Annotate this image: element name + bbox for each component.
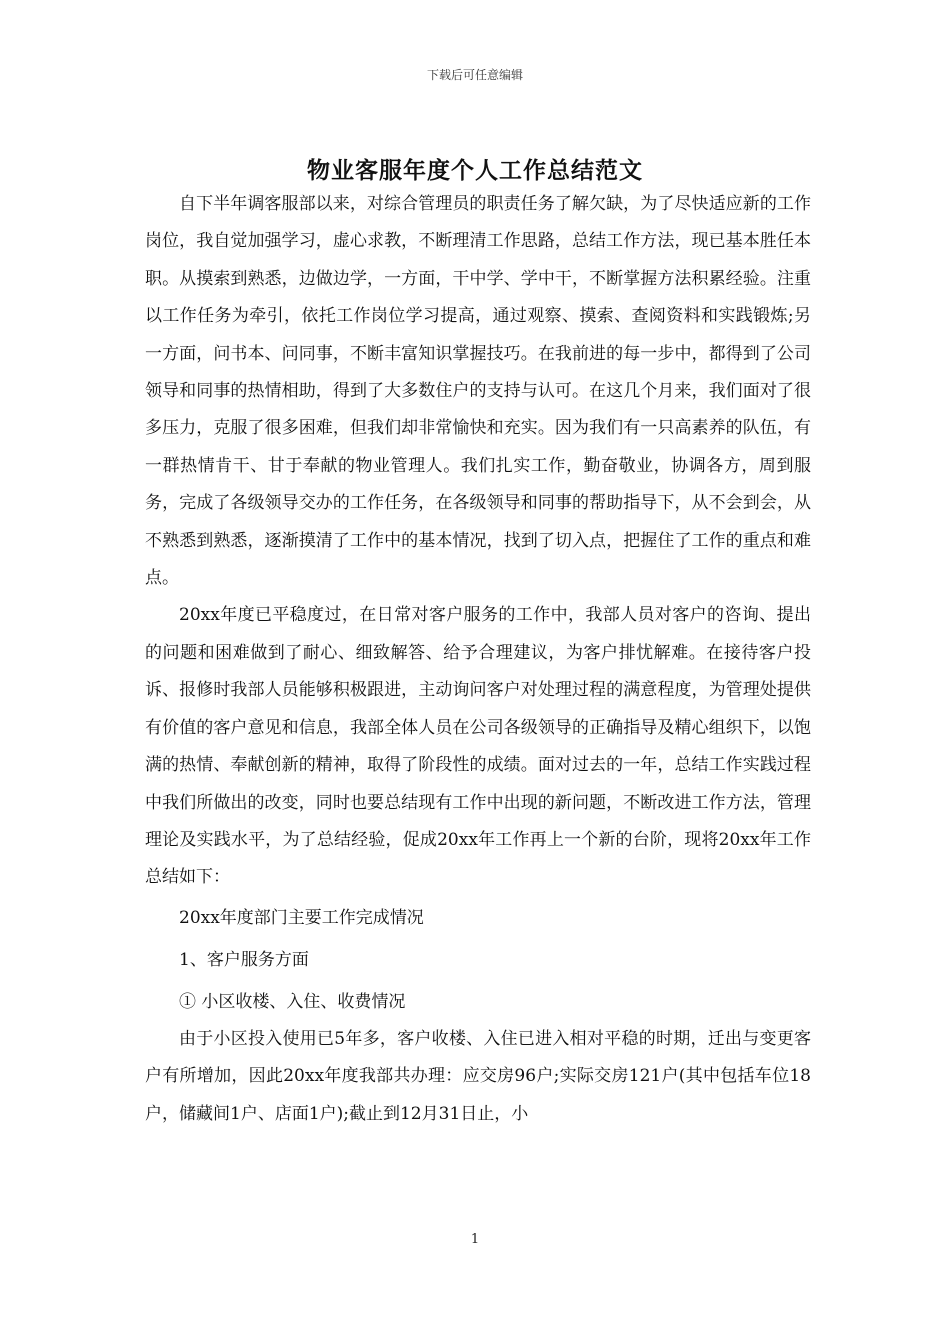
paragraph-annual-summary: 20xx年度已平稳度过，在日常对客户服务的工作中，我部人员对客户的咨询、提出的问题和困难做到了耐心、细致解答、给予合理建议，为客户排忧解难。在接待客户投诉、报修时我部人员能够积极跟进，主动询问客户对处理过程的满意程度，为管理处提供有价值的客户意见和信息，我部全体人员在公司各级领导的正确指导及精心组织下，以饱满的热情、奉献创新的精神，取得了阶段性的成绩。面对过去的一年，总结工作实践过程中我们所做出的改变，同时也要总结现有工作中出现的新问题，不断改进工作方法，管理理论及实践水平，为了总结经验，促成20xx年工作再上一个新的台阶，现将20xx年工作总结如下： xyxy=(145,605,811,888)
document-body xyxy=(145,196,811,1133)
header-note: 下载后可任意编辑 xyxy=(426,68,523,82)
section-heading-customer-service: 1、客户服务方面 xyxy=(179,949,309,970)
page-number: 1 xyxy=(470,1232,480,1247)
section-heading-work-completion: 20xx年度部门主要工作完成情况 xyxy=(179,907,424,928)
document-title: 物业客服年度个人工作总结范文 xyxy=(307,157,643,184)
paragraph-intro: 自下半年调客服部以来，对综合管理员的职责任务了解欠缺，为了尽快适应新的工作岗位，我自觉加强学习，虚心求教，不断理清工作思路，总结工作方法，现已基本胜任本职。从摸索到熟悉，边做边学，一方面，干中学、学中干，不断掌握方法积累经验。注重以工作任务为牵引，依托工作岗位学习提高，通过观察、摸索、查阅资料和实践锻炼;另一方面，问书本、问同事，不断丰富知识掌握技巧。在我前进的每一步中，都得到了公司领导和同事的热情相助，得到了大多数住户的支持与认可。在这几个月来，我们面对了很多压力，克服了很多困难，但我们却非常愉快和充实。因为我们有一只高素养的队伍，有一群热情肯干、甘于奉献的物业管理人。我们扎实工作，勤奋敬业，协调各方，周到服务，完成了各级领导交办的工作任务，在各级领导和同事的帮助指导下，从不会到会，从不熟悉到熟悉，逐渐摸清了工作中的基本情况，找到了切入点，把握住了工作的重点和难点。 xyxy=(145,194,811,589)
paragraph-move-in-details: 由于小区投入使用已5年多，客户收楼、入住已进入相对平稳的时期，迁出与变更客户有所增加，因此20xx年度我部共办理：应交房96户;实际交房121户(其中包括车位18户，储藏间1户、店面1户);截止到12月31日止，小 xyxy=(145,1028,811,1124)
section-heading-move-in-fees: ① 小区收楼、入住、收费情况 xyxy=(179,991,406,1012)
